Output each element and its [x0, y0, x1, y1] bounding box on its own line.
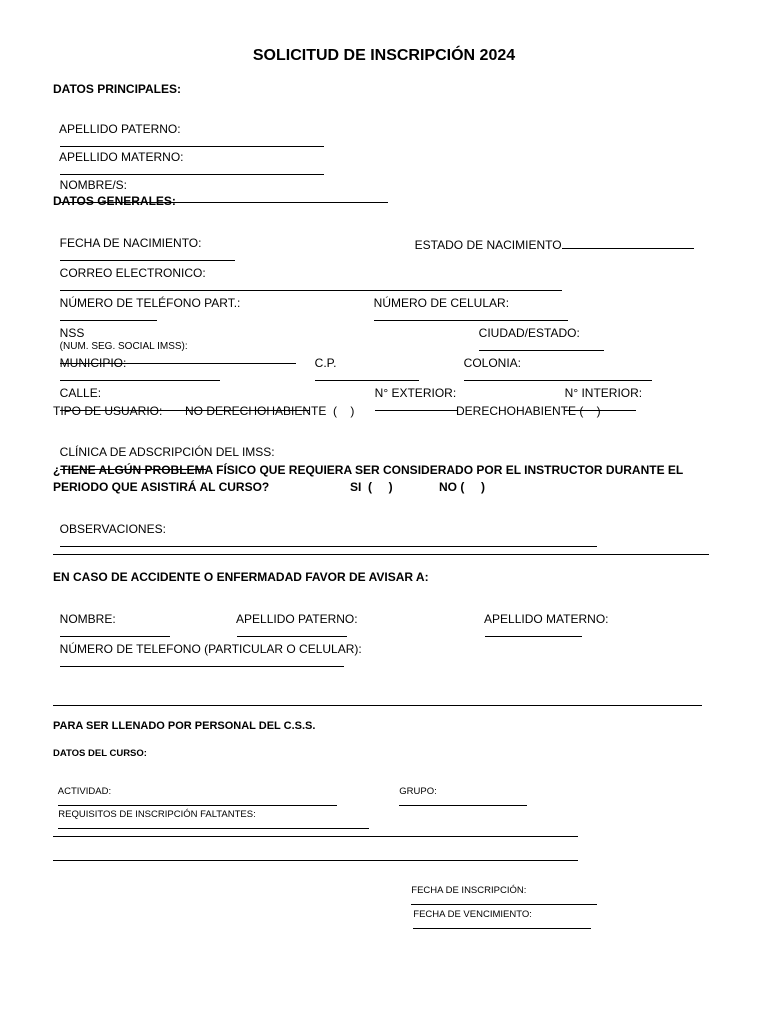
ciudad-estado-label: CIUDAD/ESTADO: [478, 326, 580, 340]
problema-question-line1: ¿TIENE ALGÚN PROBLEMA FÍSICO QUE REQUIERA SER CONSIDERADO POR EL INSTRUCTOR DURANTE EL [53, 463, 684, 477]
fecha-inscripcion-label: FECHA DE INSCRIPCIÓN: [411, 884, 527, 896]
cp-label: C.P. [314, 356, 337, 370]
apellido-materno-label: APELLIDO MATERNO: [59, 150, 184, 164]
correo-label: CORREO ELECTRONICO: [59, 266, 206, 280]
derechohabiente-option[interactable]: DERECHOHABIENTE ( ) [456, 404, 601, 418]
contacto-apellido-paterno-label: APELLIDO PATERNO: [236, 612, 358, 626]
num-exterior-field[interactable] [375, 399, 458, 411]
contacto-apellido-materno-field[interactable] [485, 625, 582, 637]
contacto-telefono-field[interactable] [60, 655, 344, 667]
section-heading-datos-generales: DATOS GENERALES: [53, 194, 176, 208]
estado-nacimiento-label: ESTADO DE NACIMIENTO [414, 238, 562, 252]
problema-no-option[interactable]: NO ( ) [439, 480, 485, 494]
num-exterior-label: N° EXTERIOR: [374, 386, 457, 400]
contacto-apellido-materno-label: APELLIDO MATERNO: [484, 612, 609, 626]
signature-line[interactable] [53, 705, 702, 706]
nombres-label: NOMBRE/S: [59, 178, 128, 192]
datos-curso-heading: DATOS DEL CURSO: [53, 748, 147, 759]
telefono-part-label: NÚMERO DE TELÉFONO PART.: [59, 296, 241, 310]
actividad-label: ACTIVIDAD: [57, 785, 112, 797]
observaciones-label: OBSERVACIONES: [59, 522, 166, 536]
celular-label: NÚMERO DE CELULAR: [373, 296, 510, 310]
observaciones-field[interactable] [60, 535, 597, 547]
nss-label: NSS [59, 326, 85, 340]
no-derechohabiente-option[interactable]: NO DERECHOHABIENTE ( ) [185, 404, 355, 418]
estado-nacimiento-field[interactable] [562, 237, 694, 249]
section-heading-accidente: EN CASO DE ACCIDENTE O ENFERMADAD FAVOR DE AVISAR A: [53, 570, 429, 584]
section-heading-datos-principales: DATOS PRINCIPALES: [53, 82, 182, 96]
requisitos-field[interactable] [58, 819, 369, 829]
grupo-row [394, 777, 527, 809]
observaciones-extra-line[interactable] [53, 554, 709, 555]
contacto-telefono-label: NÚMERO DE TELEFONO (PARTICULAR O CELULAR): [59, 642, 362, 656]
contacto-telefono-row [53, 631, 362, 669]
num-interior-label: N° INTERIOR: [564, 386, 643, 400]
grupo-label: GRUPO: [399, 785, 437, 797]
requisitos-row [53, 800, 369, 832]
page-title: SOLICITUD DE INSCRIPCIÓN 2024 [252, 47, 516, 64]
problema-si-option[interactable]: SI ( ) [350, 480, 393, 494]
tipo-usuario-label: TIPO DE USUARIO: [53, 404, 163, 418]
fecha-nacimiento-label: FECHA DE NACIMIENTO: [59, 236, 202, 250]
num-exterior-row [368, 375, 458, 413]
nss-note: (NUM. SEG. SOCIAL IMSS): [59, 341, 188, 352]
contacto-apellido-materno-row [478, 601, 609, 639]
estado-nacimiento-row [408, 225, 694, 251]
requisitos-extra-line-2[interactable] [53, 860, 578, 861]
problema-question-line2: PERIODO QUE ASISTIRÁ AL CURSO? [53, 480, 270, 494]
colonia-label: COLONIA: [463, 356, 522, 370]
requisitos-extra-line-1[interactable] [53, 836, 578, 837]
clinica-label: CLÍNICA DE ADSCRIPCIÓN DEL IMSS: [59, 445, 275, 459]
requisitos-label: REQUISITOS DE INSCRIPCIÓN FALTANTES: [58, 808, 256, 820]
apellido-paterno-label: APELLIDO PATERNO: [59, 122, 181, 136]
fecha-vencimiento-label: FECHA DE VENCIMIENTO: [413, 908, 532, 920]
fecha-vencimiento-field[interactable] [413, 919, 591, 929]
observaciones-row [53, 511, 597, 549]
grupo-field[interactable] [399, 796, 527, 806]
section-heading-personal: PARA SER LLENADO POR PERSONAL DEL C.S.S. [53, 720, 316, 732]
contacto-nombre-label: NOMBRE: [59, 612, 116, 626]
calle-label: CALLE: [59, 386, 102, 400]
municipio-label: MUNICIPIO: [59, 356, 127, 370]
fecha-vencimiento-row [408, 900, 591, 932]
